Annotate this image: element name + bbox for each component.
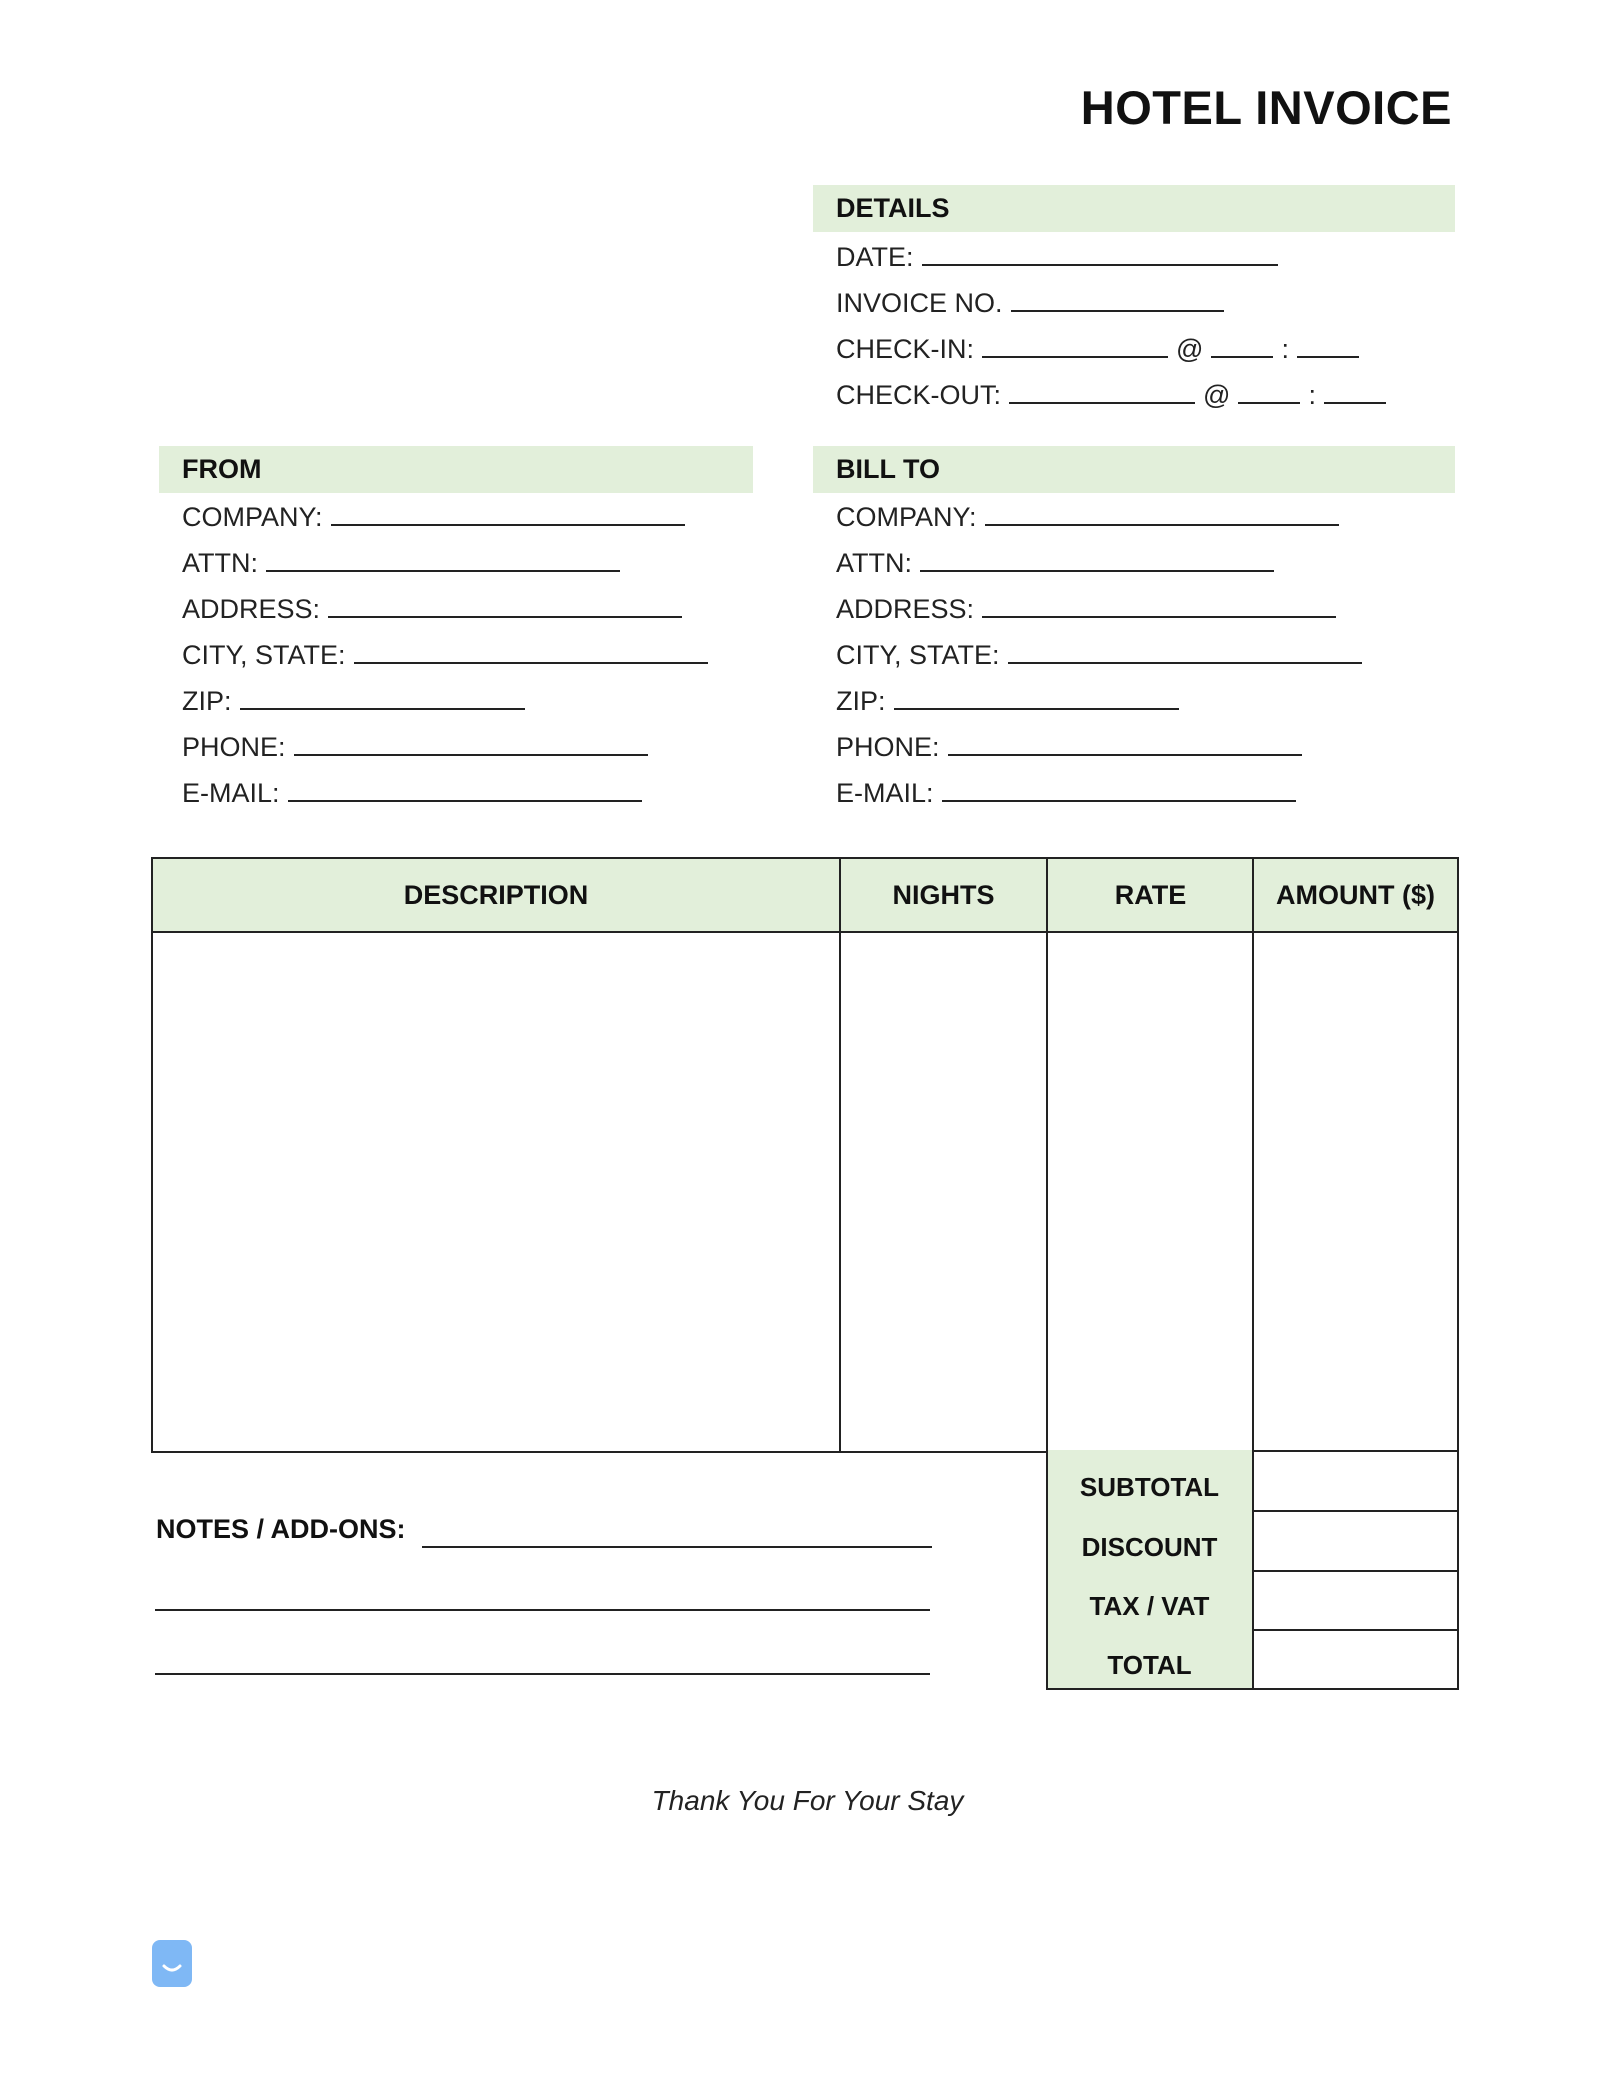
invoice-no-field [836, 285, 1224, 320]
discount-label: DISCOUNT [1081, 1532, 1218, 1562]
description-cell[interactable] [153, 933, 839, 1451]
tax-vat-label: TAX / VAT [1089, 1591, 1210, 1621]
from-attn-label: ATTN: [182, 548, 258, 578]
from-heading: FROM [159, 446, 753, 493]
rate-cell[interactable] [1048, 933, 1252, 1451]
from-phone-input[interactable] [294, 729, 648, 756]
from-zip-input[interactable] [240, 683, 525, 710]
bill-to-phone-field [836, 729, 1302, 764]
check-in-colon: : [1281, 334, 1289, 364]
column-description: DESCRIPTION [403, 880, 589, 910]
notes-line-3[interactable] [155, 1673, 930, 1675]
from-email-label: E-MAIL: [182, 778, 280, 808]
from-phone-label: PHONE: [182, 732, 286, 762]
bill-to-city-state-field [836, 637, 1362, 672]
bill-to-attn-input[interactable] [920, 545, 1274, 572]
check-out-minute-input[interactable] [1324, 377, 1386, 404]
invoice-title: HOTEL INVOICE [1080, 81, 1452, 134]
notes-line-2[interactable] [155, 1609, 930, 1611]
discount-value[interactable] [1252, 1510, 1459, 1572]
check-out-date-input[interactable] [1009, 377, 1195, 404]
check-in-hour-input[interactable] [1211, 331, 1273, 358]
bill-to-address-label: ADDRESS: [836, 594, 975, 624]
notes-label: NOTES / ADD-ONS: [156, 1514, 406, 1544]
from-email-field [182, 775, 642, 810]
check-out-field [836, 377, 1386, 412]
check-in-minute-input[interactable] [1297, 331, 1359, 358]
totals-block [1046, 1450, 1459, 1690]
smile-icon [152, 1940, 192, 1987]
column-amount: AMOUNT ($) [1276, 880, 1435, 910]
notes-line-1[interactable] [422, 1546, 932, 1548]
line-items-table [151, 857, 1459, 1453]
check-out-label: CHECK-OUT: [836, 380, 1002, 410]
from-email-input[interactable] [288, 775, 642, 802]
tax-vat-value[interactable] [1252, 1570, 1459, 1631]
from-attn-field [182, 545, 620, 580]
bill-to-email-field [836, 775, 1296, 810]
from-city-state-label: CITY, STATE: [182, 640, 346, 670]
check-in-field [836, 331, 1359, 366]
bill-to-email-label: E-MAIL: [836, 778, 934, 808]
bill-to-email-input[interactable] [942, 775, 1296, 802]
invoice-no-input[interactable] [1011, 285, 1224, 312]
brand-logo [152, 1940, 192, 1987]
check-out-colon: : [1308, 380, 1316, 410]
from-zip-label: ZIP: [182, 686, 232, 716]
bill-to-zip-label: ZIP: [836, 686, 886, 716]
amount-cell[interactable] [1254, 933, 1457, 1451]
thank-you-message: Thank You For Your Stay [651, 1785, 964, 1816]
bill-to-address-input[interactable] [982, 591, 1336, 618]
bill-to-city-state-label: CITY, STATE: [836, 640, 1000, 670]
bill-to-company-input[interactable] [985, 499, 1339, 526]
from-phone-field [182, 729, 648, 764]
bill-to-attn-label: ATTN: [836, 548, 912, 578]
from-company-field [182, 499, 685, 534]
nights-cell[interactable] [841, 933, 1046, 1451]
bill-to-zip-field [836, 683, 1179, 718]
table-header [153, 859, 1457, 933]
bill-to-company-label: COMPANY: [836, 502, 977, 532]
from-city-state-input[interactable] [354, 637, 708, 664]
check-in-at: @ [1176, 334, 1204, 364]
bill-to-phone-input[interactable] [948, 729, 1302, 756]
from-company-input[interactable] [331, 499, 685, 526]
subtotal-value[interactable] [1252, 1450, 1459, 1512]
column-rate: RATE [1114, 880, 1187, 910]
total-label: TOTAL [1107, 1650, 1192, 1680]
from-attn-input[interactable] [266, 545, 620, 572]
bill-to-city-state-input[interactable] [1008, 637, 1362, 664]
from-zip-field [182, 683, 525, 718]
bill-to-attn-field [836, 545, 1274, 580]
subtotal-label: SUBTOTAL [1079, 1472, 1220, 1502]
bill-to-company-field [836, 499, 1339, 534]
total-value[interactable] [1252, 1629, 1459, 1690]
invoice-no-label: INVOICE NO. [836, 288, 1003, 318]
details-heading: DETAILS [813, 185, 1455, 232]
check-out-at: @ [1203, 380, 1231, 410]
from-address-input[interactable] [328, 591, 682, 618]
from-company-label: COMPANY: [182, 502, 323, 532]
from-address-label: ADDRESS: [182, 594, 321, 624]
check-in-label: CHECK-IN: [836, 334, 975, 364]
column-nights: NIGHTS [892, 880, 995, 910]
from-city-state-field [182, 637, 708, 672]
check-out-hour-input[interactable] [1238, 377, 1300, 404]
bill-to-heading: BILL TO [813, 446, 1455, 493]
bill-to-phone-label: PHONE: [836, 732, 940, 762]
check-in-date-input[interactable] [982, 331, 1168, 358]
bill-to-zip-input[interactable] [894, 683, 1179, 710]
date-label: DATE: [836, 242, 914, 272]
from-address-field [182, 591, 682, 626]
date-field [836, 239, 1278, 274]
bill-to-address-field [836, 591, 1336, 626]
date-input[interactable] [922, 239, 1278, 266]
